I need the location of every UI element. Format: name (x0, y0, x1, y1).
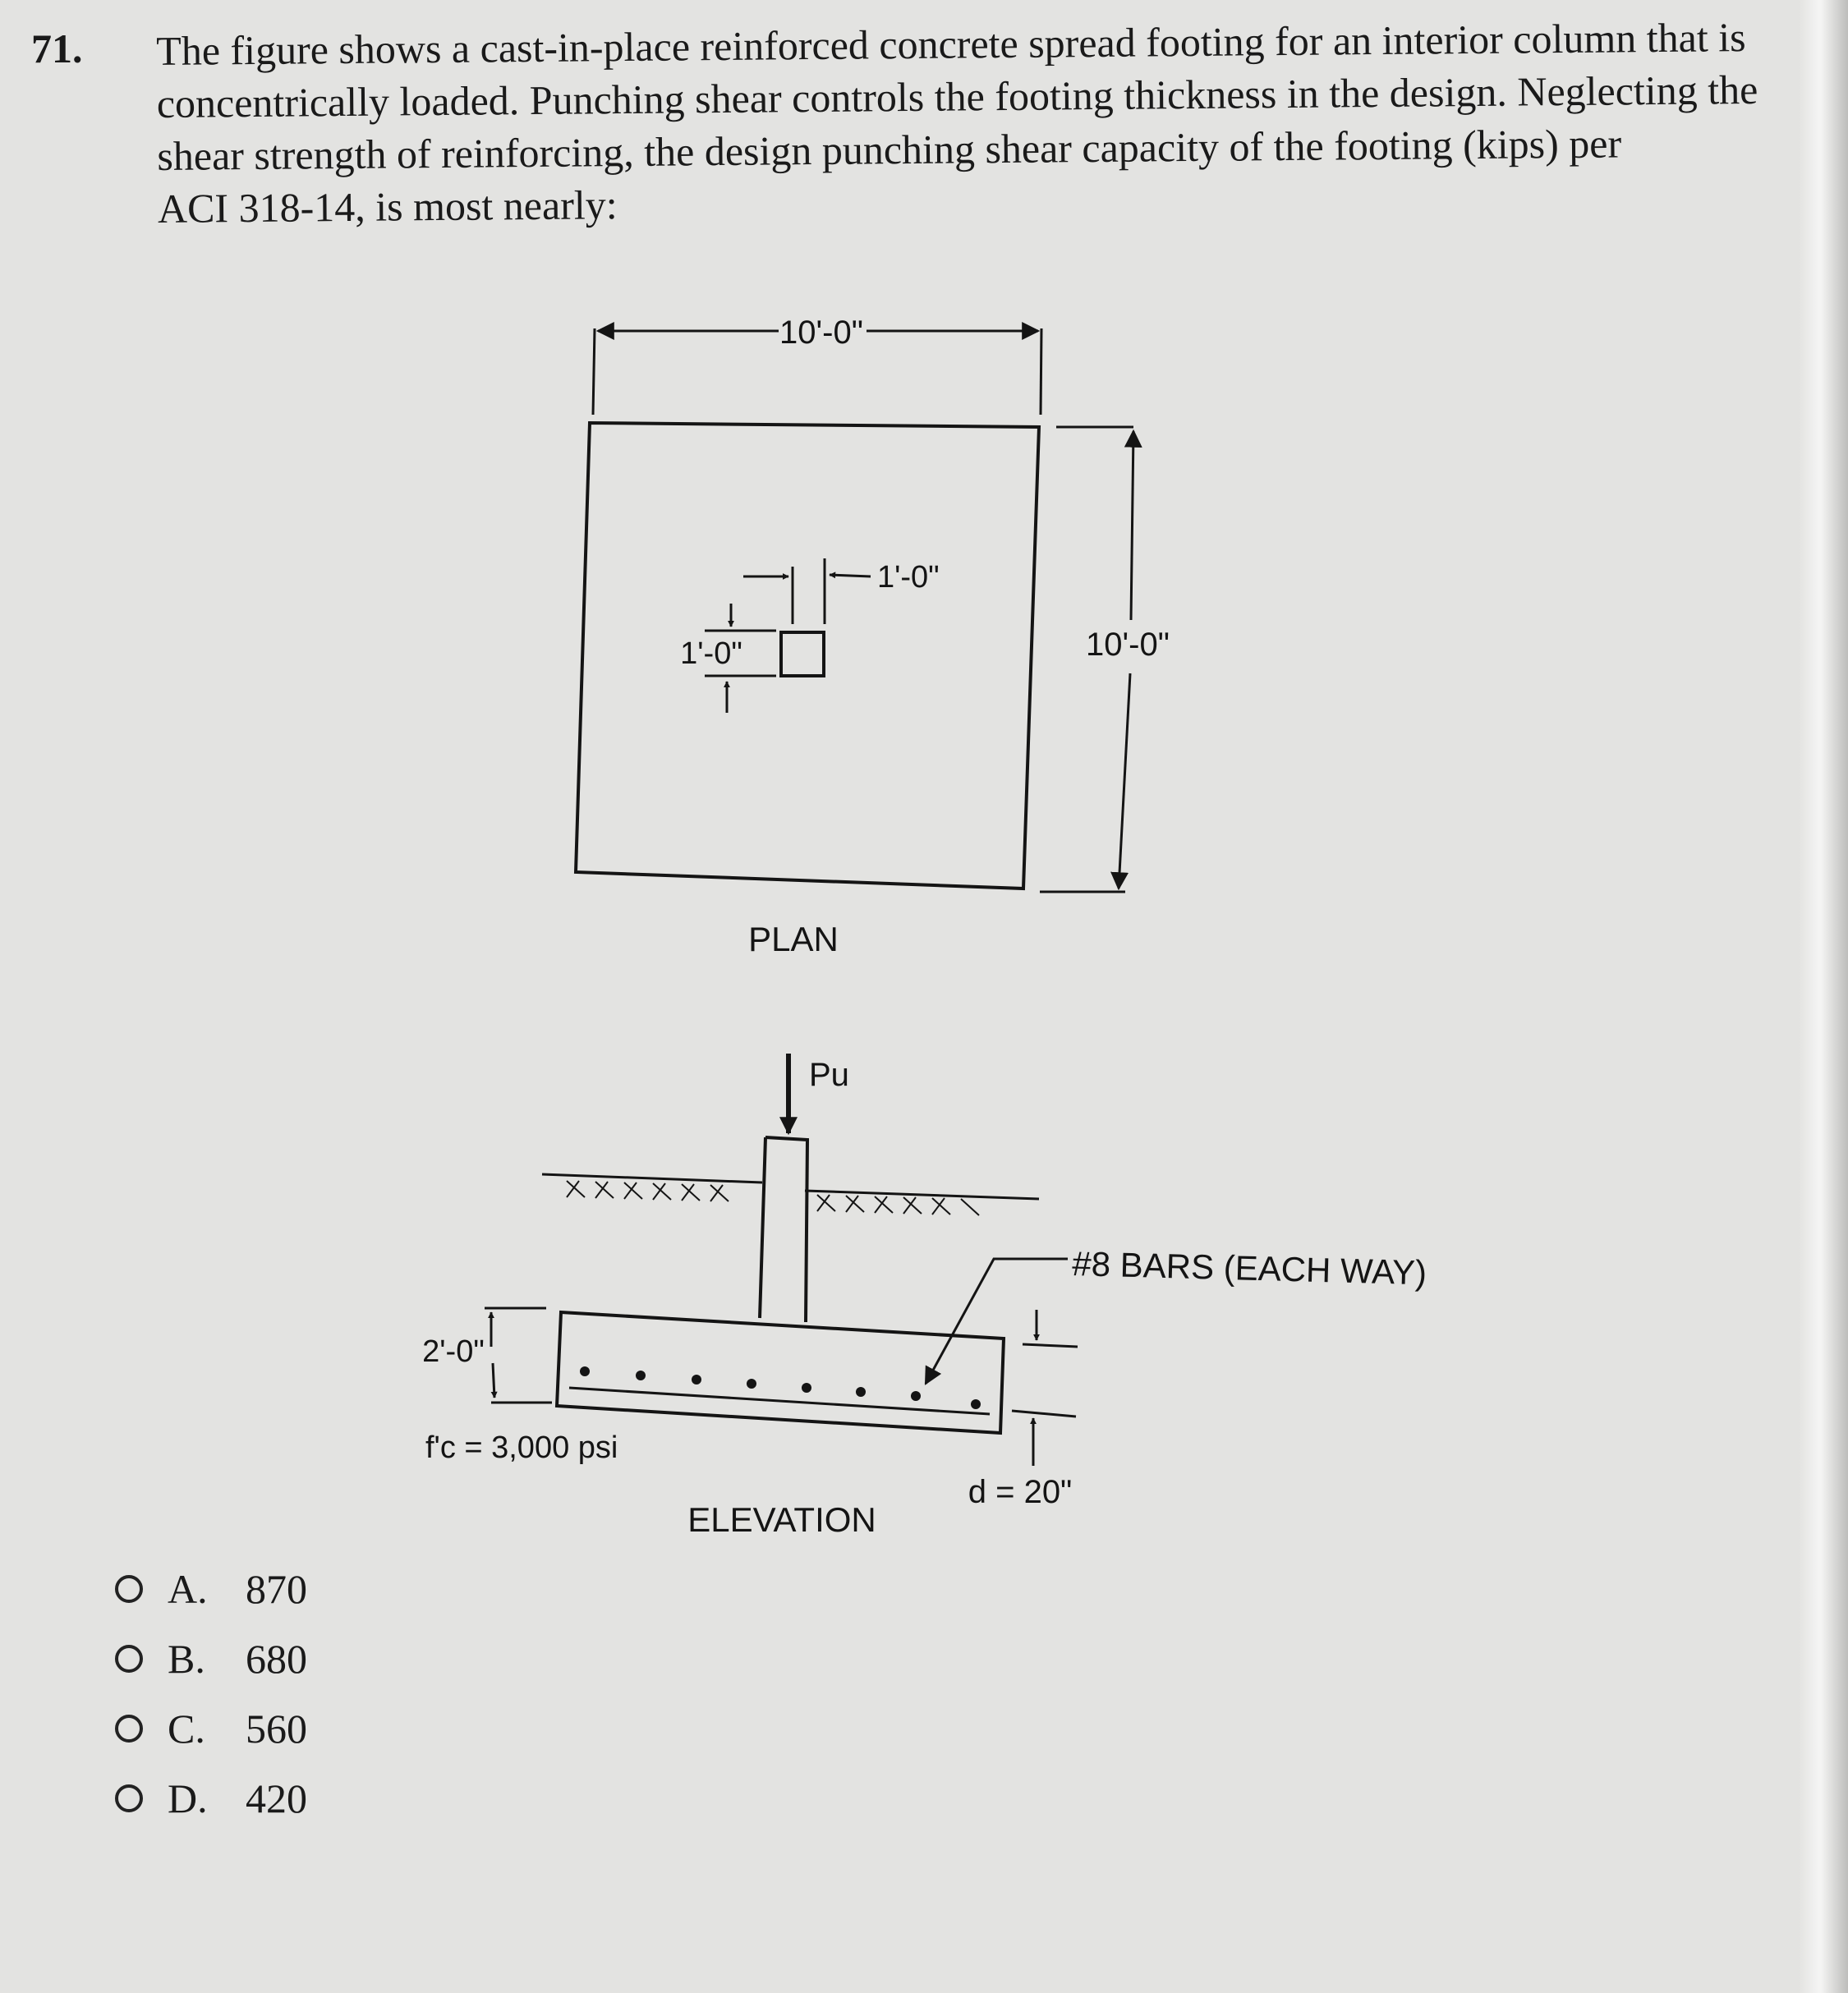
height-dimension-line (1131, 431, 1133, 620)
radio-button-icon[interactable] (115, 1575, 143, 1603)
question-line: The figure shows a cast-in-place reinforced concrete spread footing for an interior column that is (156, 14, 1746, 74)
question-number: 71. (31, 25, 83, 71)
ground-line-left (542, 1174, 762, 1182)
rebar-dots (580, 1366, 981, 1409)
choice-letter: C. (168, 1706, 205, 1752)
extension-line (593, 328, 595, 415)
column-width-label: 1'-0" (877, 560, 940, 595)
soil-hatch-right (817, 1195, 979, 1215)
plan-view (576, 328, 1133, 892)
thickness-arrow (493, 1363, 494, 1398)
choice-value: 680 (246, 1636, 307, 1682)
footing-outline (576, 423, 1039, 889)
rebar-leader (926, 1259, 1068, 1384)
footing-section (557, 1312, 1004, 1433)
effective-depth-label: d = 20" (968, 1474, 1073, 1510)
choice-letter: A. (168, 1566, 208, 1612)
question-line: concentrically loaded. Punching shear controls the footing thickness in the design. Neglecting the (156, 66, 1758, 126)
soil-hatch-left (567, 1181, 729, 1201)
radio-button-icon[interactable] (115, 1784, 143, 1812)
choice-b[interactable] (115, 1630, 444, 1688)
load-label: Pu (809, 1057, 849, 1093)
radio-button-icon[interactable] (115, 1645, 143, 1673)
choice-c[interactable] (115, 1700, 444, 1757)
plan-height-label: 10'-0" (1086, 627, 1170, 663)
column-width-arrow (830, 575, 871, 576)
question-line: ACI 318-14, is most nearly: (157, 181, 618, 232)
concrete-strength-label: f'c = 3,000 psi (425, 1430, 618, 1465)
height-dimension-line (1119, 673, 1130, 889)
choice-value: 560 (246, 1706, 307, 1752)
choice-letter: D. (168, 1775, 208, 1821)
choice-value: 420 (246, 1775, 307, 1821)
elevation-caption: ELEVATION (687, 1500, 876, 1539)
choice-letter: B. (168, 1636, 205, 1682)
column-depth-label: 1'-0" (680, 636, 742, 671)
extension-line (1012, 1411, 1076, 1417)
radio-button-icon[interactable] (115, 1715, 143, 1743)
elevation-view (485, 1054, 1078, 1466)
choice-d[interactable] (115, 1770, 444, 1827)
choice-value: 870 (246, 1566, 307, 1612)
column-elevation (760, 1137, 807, 1322)
extension-line (1023, 1344, 1078, 1347)
choice-a[interactable] (115, 1560, 444, 1618)
question-line: shear strength of reinforcing, the design punching shear capacity of the footing (kips) per (157, 120, 1622, 179)
plan-width-label: 10'-0" (779, 315, 863, 351)
plan-caption: PLAN (748, 920, 839, 958)
ground-line-right (805, 1191, 1039, 1199)
column-footprint (781, 632, 824, 676)
thickness-label: 2'-0" (422, 1334, 485, 1369)
rebar-label: #8 BARS (EACH WAY) (1071, 1244, 1427, 1293)
